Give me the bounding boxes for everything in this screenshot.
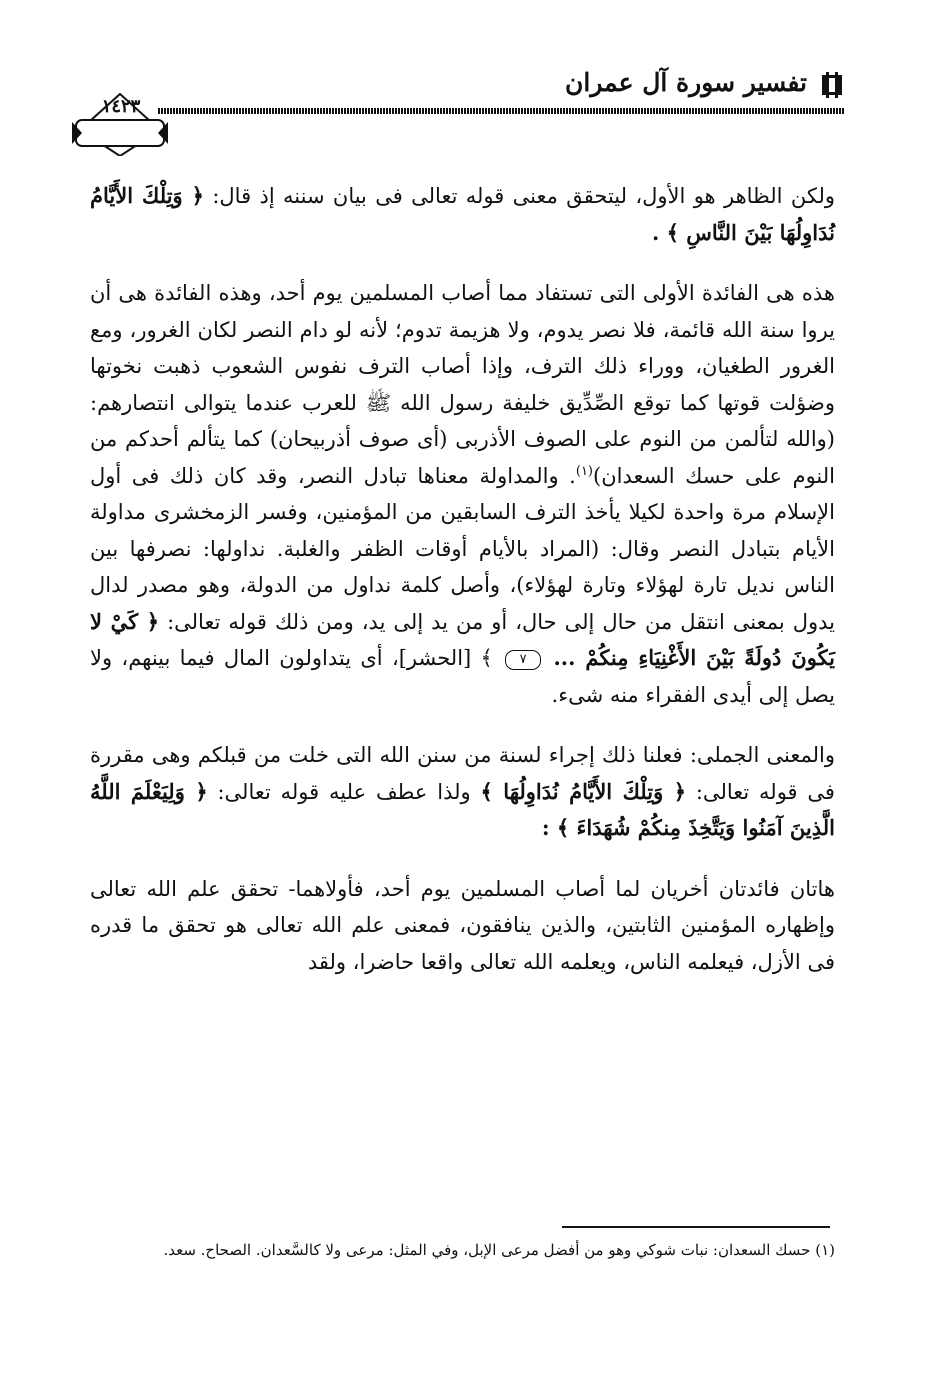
paragraph-text: ولكن الظاهر هو الأول، ليتحقق معنى قوله تعالى فى بيان سننه إذ قال: xyxy=(212,184,835,208)
quran-verse: ﴿ وَلِيَعْلَمَ اللَّهُ الَّذِينَ آمَنُوا وَيَتَّخِذَ مِنكُمْ شُهَدَاءَ ﴾ : xyxy=(90,778,835,840)
header-ornament-icon xyxy=(819,72,845,98)
paragraph-2 xyxy=(90,275,835,713)
footnote-divider xyxy=(562,1226,830,1228)
paragraph-text: أى يتداولون المال فيما بينهم، ولا يصل إلى أيدى الفقراء منه شىء. xyxy=(90,646,835,707)
ayah-number-badge: ٧ xyxy=(505,650,541,670)
paragraph-4 xyxy=(90,871,835,981)
paragraph-text: هذه هى الفائدة الأولى التى تستفاد مما أصاب المسلمين يوم أحد، وهذه الفائدة هى أن يروا سنة الله قائمة، فلا نصر يدوم، ولا هزيمة تدوم؛ لأنه لو دام النصر لكان الغرور، ومع الغرور الطغيان، ووراء ذلك الترف، وإذا أصاب الترف نفوس الشعوب ذهبت نخوتها وضؤلت قوتها كما توقع الصِّدِّيق خليفة رسول الله ﷺ للعرب عندما يتوالى انتصارهم: (والله لتألمن من النوم على الصوف الأذربى (أى صوف أذربيحان) كما يتألم أحدكم من النوم على حسك السعدان) xyxy=(90,281,835,488)
paragraph-3 xyxy=(90,737,835,847)
quran-verse: ﴿ وَتِلْكَ الأَيَّامُ نُدَاوِلُهَا بَيْنَ النَّاسِ ﴾ . xyxy=(90,183,835,245)
quran-verse: ﴿ كَيْ لا يَكُونَ دُولَةً بَيْنَ الأَغْنِيَاءِ مِنكُمْ ... xyxy=(90,608,836,670)
quran-verse: ﴿ وَتِلْكَ الأَيَّامُ نُدَاوِلُهَا ﴾ xyxy=(480,778,687,804)
paragraph-text: ولذا عطف عليه قوله تعالى: xyxy=(217,779,471,804)
header-rule xyxy=(158,108,845,114)
footnote: (١) حسك السعدان: نبات شوكي وهو من أفضل مرعى الإبل، وفي المثل: مرعى ولا كالسَّعدان. الصحاح. سعد. xyxy=(163,1241,835,1259)
header-title: تفسير سورة آل عمران xyxy=(565,68,807,97)
paragraph-1 xyxy=(90,178,835,251)
page-number: ١٤٢٣ xyxy=(101,96,141,117)
paragraph-text: والمداولة معناها تبادل النصر، وقد كان ذلك فى أول الإسلام مرة واحدة لكيلا يأخذ الترف السابقين من المؤمنين، وفسر الزمخشرى مداولة الأيام بتبادل النصر وقال: (المراد بالأيام أوقات الظفر والغلبة. نداولها: نصرفها بين الناس نديل تارة لهؤلاء وتارة لهؤلاء)، وأصل كلمة نداول من الدولة، وهو مصدر لدال يدول بمعنى انتقل من حال إلى حال، أو من يد إلى يد، ومن ذلك قوله تعالى: xyxy=(90,463,835,634)
footnote-reference[interactable]: (١) xyxy=(575,463,593,479)
paragraph-text: . xyxy=(569,463,576,488)
verse-close: ﴾ [الحشر]، xyxy=(391,646,493,670)
page-header xyxy=(70,62,855,122)
paragraph-text: والمعنى الجملى: فعلنا ذلك إجراء لسنة من سنن الله التى خلت من قبلكم وهى مقررة فى قوله تعالى: xyxy=(90,743,835,804)
body-text xyxy=(90,178,835,980)
paragraph-text: هاتان فائدتان أخريان لما أصاب المسلمين يوم أحد، فأولاهما- تحقق علم الله تعالى وإظهاره المؤمنين الثابتين، والذين ينافقون، فمعنى علم الله تعالى هو تحقق ما قدره فى الأزل، فيعلمه الناس، ويعلمه الله تعالى واقعا حاضرا، ولقد xyxy=(90,876,835,974)
